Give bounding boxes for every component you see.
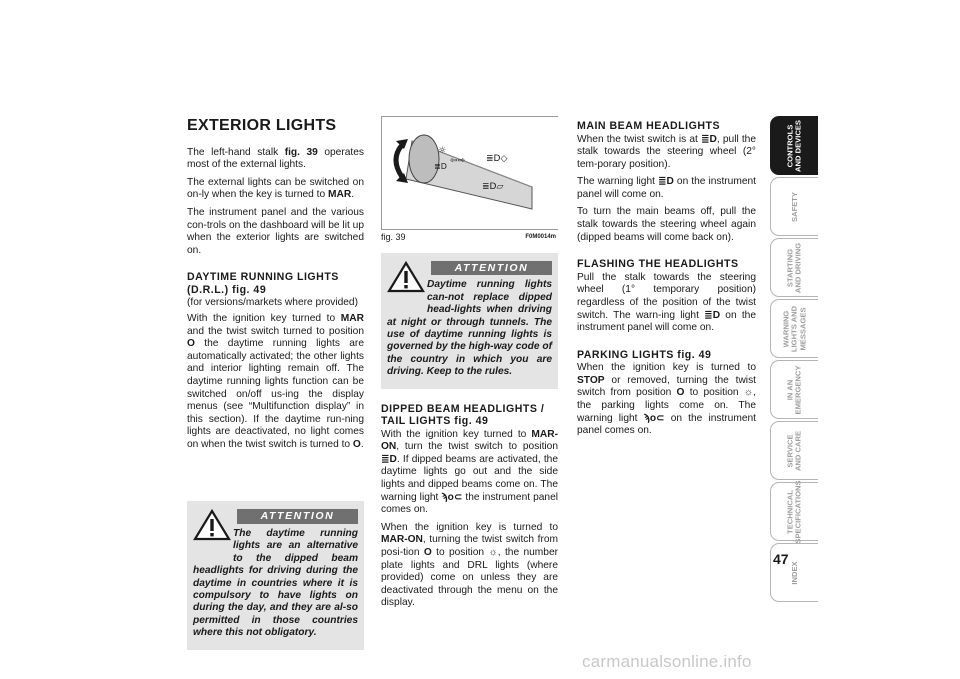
heading-parking: PARKING LIGHTS fig. 49	[577, 348, 712, 361]
attention-label: ATTENTION	[237, 509, 358, 523]
svg-text:≣D: ≣D	[434, 162, 447, 171]
paragraph	[187, 313, 364, 452]
column-left	[187, 116, 364, 650]
key-position: STOP	[577, 374, 605, 386]
side-lights-icon: ϡo⊂	[441, 491, 463, 503]
paragraph	[577, 272, 756, 335]
text: , turning the twist switch from posi-tion	[381, 534, 558, 558]
switch-position: O	[352, 438, 361, 450]
text: on the instrument panel will come on.	[577, 309, 756, 334]
text: to position	[684, 387, 744, 399]
switch-position: O	[676, 387, 685, 399]
key-position: MAR	[340, 312, 364, 324]
paragraph	[187, 147, 364, 172]
paragraph: The instrument panel and the various con-trols on the dashboard will be lit up when the exterior lights are switched on.	[187, 206, 364, 256]
svg-text:⇦⇨: ⇦⇨	[450, 156, 466, 166]
attention-label: ATTENTION	[431, 261, 552, 275]
figure-stalk-image	[381, 116, 558, 230]
heading-dipped-beam: DIPPED BEAM HEADLIGHTS / TAIL LIGHTS fig. 49	[381, 402, 545, 428]
main-beam-icon: ≣D	[701, 133, 717, 145]
column-middle	[381, 116, 558, 615]
tab-label: STARTING AND DRIVING	[785, 242, 803, 293]
attention-text: Daytime running lights can-not replace dipped head-lights when driving at night or through tunnels. The use of daytime running lights is governed by the high-way code of the country in which you are driving. Keep to the rules.	[387, 279, 552, 378]
svg-text:☼: ☼	[438, 146, 447, 156]
tab-label: SAFETY	[789, 191, 799, 222]
warning-triangle-icon	[387, 261, 425, 293]
text: When the ignition key is turned to	[577, 362, 756, 374]
text: .	[360, 438, 364, 450]
text: on the instrument panel will come on.	[577, 176, 756, 200]
text: .	[351, 189, 355, 201]
paragraph: To turn the main beams off, pull the stalk towards the steering wheel again (dipped beams will come back on).	[577, 206, 756, 243]
text: , turn the twist switch to position	[396, 441, 558, 453]
tab-label: CONTROLS AND DEVICES	[785, 119, 803, 172]
main-beam-icon: ≣D	[704, 309, 721, 321]
warning-triangle-icon	[193, 509, 231, 541]
key-position: MAR-ON	[381, 534, 423, 546]
text: the instrument panel comes on.	[381, 491, 559, 516]
text: The external lights can be switched on on-ly when the key is turned to	[187, 176, 364, 201]
text: , the number plate lights and DRL lights (where provided) come on unless they are deactivated through the menu on the display.	[381, 547, 558, 609]
text: and the twist switch turned to position	[187, 325, 364, 337]
text: Pull the stalk towards the steering wheel (1° temporary position) regardless of the position of the twist switch. The warn-ing light	[577, 271, 756, 321]
sun-icon: ☼	[743, 387, 754, 399]
paragraph	[577, 134, 756, 172]
chapter-tabs	[770, 116, 818, 604]
text: The left-hand stalk	[187, 146, 285, 158]
svg-text:≣D▱: ≣D▱	[482, 182, 504, 192]
tab-label: TECHNICAL SPECIFICATIONS	[785, 479, 803, 544]
section-title: EXTERIOR LIGHTS	[187, 117, 337, 134]
text: . If dipped beams are activated, the daytime lights go out and the side lights and dipped beams come on. The warning light	[381, 453, 558, 503]
text: on the instrument panel comes on.	[577, 412, 757, 437]
tab-controls-and-devices[interactable]	[770, 116, 818, 175]
text: The warning light	[577, 176, 658, 188]
dipped-beam-icon: ≣D	[381, 453, 397, 465]
tab-in-an-emergency[interactable]	[770, 360, 818, 419]
tab-warning-lights[interactable]	[770, 299, 818, 358]
key-position: MAR	[328, 189, 352, 201]
tab-label: IN AN EMERGENCY	[785, 365, 803, 414]
watermark: carmanualsonline.info	[582, 652, 752, 671]
tab-label: WARNING LIGHTS AND MESSAGES	[781, 305, 807, 352]
text: the daytime running lights are automatically activated; the other lights and interior lighting remain off. The daytime running lights function can be switched on/off us-ing the display menus (see “Multifunction display” in this section). If the daytime run-ning lights are deactivated, no light comes on when the twist switch is turned to	[187, 338, 364, 450]
paragraph	[577, 176, 756, 201]
heading-main-beam: MAIN BEAM HEADLIGHTS	[577, 120, 721, 132]
text: When the twist switch is at	[577, 133, 702, 145]
heading-drl: DAYTIME RUNNING LIGHTS (D.R.L.) fig. 49	[187, 271, 339, 296]
text: When the ignition key is turned to	[381, 521, 558, 533]
tab-technical-specifications[interactable]	[770, 479, 818, 544]
text: , the parking lights come on. The warning light	[577, 387, 756, 424]
column-right	[577, 116, 756, 443]
main-beam-icon: ≣D	[657, 176, 674, 188]
text: operates most of the external lights.	[187, 146, 364, 171]
text: With the ignition key turned to	[381, 428, 532, 440]
side-lights-icon: ϡo⊂	[643, 412, 665, 424]
text: With the ignition key turned to	[187, 312, 341, 324]
svg-text:≣D◇: ≣D◇	[486, 154, 508, 164]
paragraph	[577, 362, 756, 438]
heading-flashing: FLASHING THE HEADLIGHTS	[577, 258, 739, 271]
attention-box	[381, 253, 558, 389]
switch-position: O	[187, 338, 195, 350]
attention-box	[187, 501, 364, 649]
figure-caption	[381, 231, 558, 243]
tab-label: SERVICE AND CARE	[785, 430, 803, 471]
text: or removed, turning the twist switch from position	[577, 374, 756, 399]
tab-label: INDEX	[789, 560, 799, 585]
drl-note: (for versions/markets where provided)	[187, 297, 358, 309]
attention-text: The daytime running lights are an alternative to the dipped beam headlights for driving during the daytime in countries where it is compulsory to have lights on during the day, and they are al-so permitted in those countries where this not obligatory.	[193, 527, 358, 639]
tab-safety[interactable]	[770, 177, 818, 236]
light-stalk-illustration	[382, 117, 559, 229]
text: , pull the stalk towards the steering wheel (2° tem-porary position).	[577, 133, 757, 170]
tab-service-and-care[interactable]	[770, 421, 818, 480]
figure-ref: fig. 39	[284, 146, 318, 158]
paragraph	[187, 177, 364, 202]
page-number: 47	[773, 551, 789, 567]
key-position: MAR-ON	[381, 428, 558, 453]
paragraph	[381, 429, 558, 517]
switch-position: O	[423, 547, 432, 558]
tab-starting-and-driving[interactable]	[770, 238, 818, 297]
sun-icon: ☼	[488, 547, 498, 558]
figure-number: fig. 39	[381, 232, 406, 242]
text: to position	[431, 547, 489, 558]
paragraph	[381, 522, 558, 610]
figure-code: F0M0014m	[525, 234, 556, 240]
